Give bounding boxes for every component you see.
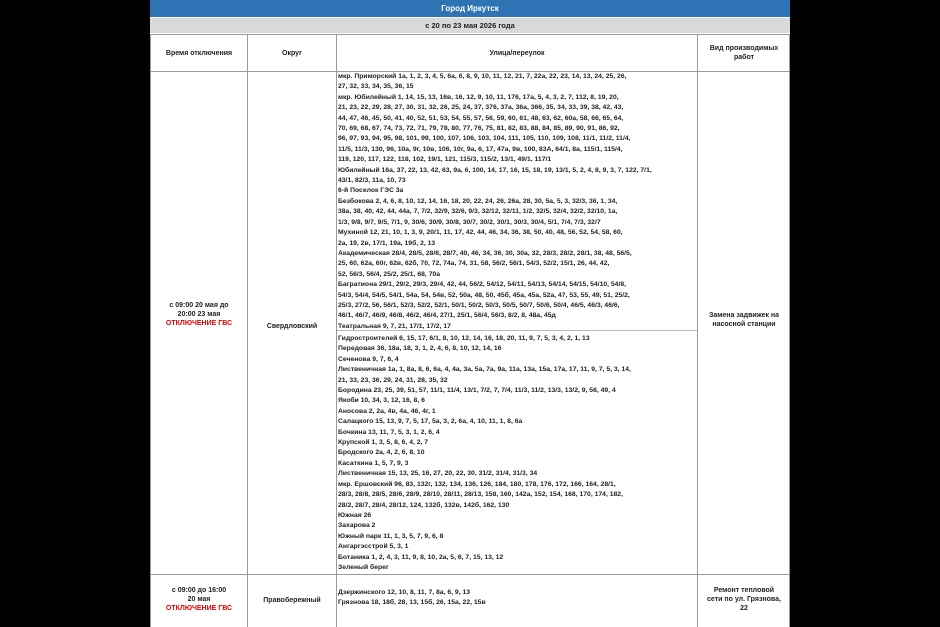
outage-time-cell (151, 296, 247, 332)
table-border-right (789, 34, 790, 627)
street-line: 27, 32, 33, 34, 35, 36, 15 (338, 83, 414, 91)
district-cell: Свердловский (266, 322, 318, 330)
street-line: 96, 97, 93, 94, 95, 98, 101, 99, 100, 107, 106, 103, 104, 111, 105, 110, 109, 108, 11/1, 11/2, 11/4, (338, 135, 631, 143)
street-line: 11/5, 11/3, 130, 96, 10а, 9г, 10в, 106, 10г, 9а, 6, 17, 47а, 9в, 100, 83А, 64/1, 8а, 115/1, 115/4, (338, 145, 623, 153)
street-line: 44, 47, 46, 45, 50, 41, 40, 52, 51, 53, 54, 55, 57, 56, 59, 60, 61, 48, 63, 62, 60а, 58, 66, 65, 64, (338, 114, 624, 122)
announcement-sheet (150, 0, 790, 627)
street-line: Сеченова 9, 7, 6, 4 (338, 355, 399, 363)
street-line: 38а, 38, 40, 42, 44, 44а, 7, 7/2, 32/9, 32/6, 9/3, 32/12, 32/11, 1/2, 32/5, 32/4, 32/2, 32/10, 1а, (338, 208, 618, 216)
header-street: Улица/переулок (489, 49, 545, 57)
outage-time-line2: 20 мая (187, 595, 211, 603)
street-line: Якоби 10, 34, 3, 12, 16, 8, 6 (338, 397, 425, 405)
street-line: Салацкого 15, 13, 9, 7, 5, 17, 5а, 3, 2, 6а, 4, 10, 11, 1, 8, 6а (338, 418, 523, 426)
header-work: Вид производимых работ (709, 45, 779, 61)
street-line: Крупской 1, 3, 5, 8, 6, 4, 2, 7 (338, 439, 429, 447)
street-line: 43/1, 82/3, 11а, 10, 73 (338, 177, 406, 185)
street-line: Бочкина 13, 11, 7, 5, 3, 1, 2, 6, 4 (338, 428, 440, 436)
street-line: Дзержинского 12, 10, 8, 11, 7, 8а, 6, 9, 13 (338, 589, 471, 596)
street-line: Ангаргэсстрой 5, 3, 1 (338, 543, 409, 551)
street-line: мкр. Ершовский 96, 83, 132г, 132, 134, 136, 126, 184, 180, 178, 176, 172, 166, 164, 28/1, (338, 480, 616, 488)
city-title: Город Иркутск (150, 0, 790, 17)
street-line: Бородина 23, 25, 39, 51, 57, 11/1, 11/4, 13/1, 7/2, 7, 7/4, 11/3, 11/2, 13/3, 13/2, 9, 56, 49, 4 (338, 387, 616, 395)
street-line: Грязнова 18, 18б, 28, 13, 15б, 26, 15а, 22, 15в (338, 599, 486, 607)
header-time: Время отключения (165, 49, 233, 57)
street-line: 54/3, 54/4, 54/5, 54/1, 54а, 54, 54в, 52, 50а, 48, 50, 45б, 45а, 45а, 52а, 47, 53, 55, 49, 51, 25/2, (338, 291, 630, 299)
street-line: 21, 33, 23, 36, 29, 24, 31, 28, 35, 32 (338, 376, 448, 384)
street-line: Ботаника 1, 2, 4, 3, 11, 9, 8, 10, 2а, 5, 6, 7, 15, 13, 12 (338, 553, 504, 561)
street-line: 28/3, 28/8, 28/5, 28/6, 28/9, 28/10, 28/11, 28/13, 158, 160, 142а, 152, 154, 168, 170, 174, 182, (338, 491, 623, 499)
street-list (338, 588, 696, 614)
street-line: Театральная 9, 7, 21, 17/1, 17/2, 17 (338, 322, 451, 330)
street-line: 25, 60, 62а, 60г, 62в, 62б, 70, 72, 74а, 74, 31, 58, 56/2, 56/1, 54/3, 52/2, 15/1, 26, 44, 42, (338, 260, 610, 268)
outage-time-line1: с 09:00 до 16:00 (171, 586, 227, 594)
street-line: Южная 26 (338, 511, 372, 519)
street-line: Аносова 2, 2а, 4в, 4а, 46, 4г, 1 (338, 407, 436, 415)
street-line: 6-й Поселок ГЭС 3а (338, 187, 404, 195)
street-line: Зеленый берег (338, 563, 389, 571)
street-line: Академическая 28/4, 28/5, 28/6, 28/7, 40, 46, 34, 36, 30, 30а, 32, 28/3, 28/2, 28/1, 38, 48, 56/5, (338, 249, 632, 257)
street-list (338, 72, 696, 330)
outage-status: ОТКЛЮЧЕНИЕ ГВС (165, 319, 233, 327)
street-line: Бродского 2а, 4, 2, 6, 8, 10 (338, 449, 425, 457)
street-line: Гидростроителей 6, 15, 17, 6/1, 8, 10, 12, 14, 16, 18, 20, 11, 9, 7, 5, 3, 4, 2, 1, 13 (338, 335, 590, 342)
street-line: мкр. Приморский 1а, 1, 2, 3, 4, 5, 6а, 6, 8, 9, 10, 11, 12, 21, 7, 22а, 22, 23, 14, 13, 24, 25, 26, (338, 73, 627, 80)
header-district: Округ (282, 49, 302, 57)
street-line: Багратиона 29/1, 29/2, 29/3, 29/4, 42, 44, 56/2, 54/12, 54/11, 54/13, 54/14, 54/15, 54/10, 54/8, (338, 281, 627, 289)
outage-time-line1: с 09:00 20 мая до (169, 301, 229, 309)
street-line: Касаткина 1, 5, 7, 9, 3 (338, 459, 409, 467)
street-line: Лиственичная 15, 13, 25, 16, 27, 20, 22, 30, 31/2, 31/4, 31/3, 34 (338, 470, 538, 478)
street-line: Передовая 36, 18а, 18, 3, 1, 2, 4, 6, 8, 10, 12, 14, 16 (338, 345, 502, 353)
period-bar: с 20 по 23 мая 2026 года (150, 18, 790, 33)
street-line: 119, 120, 117, 122, 118, 102, 19/1, 121, 115/3, 115/2, 13/1, 49/1, 117/1 (338, 156, 552, 164)
street-line: 1/3, 9/8, 9/7, 9/5, 7/1, 9, 30/6, 30/9, 30/8, 30/7, 30/2, 30/1, 30/3, 30/4, 5/1, 7/4, 7/3, 32/7 (338, 218, 601, 226)
outage-time-line2: 20:00 23 мая (177, 310, 221, 318)
street-list (338, 334, 696, 574)
work-type-cell: Замена задвижек на насосной станции (708, 312, 780, 328)
street-line: 70, 69, 68, 67, 74, 73, 72, 71, 79, 78, 80, 77, 76, 75, 81, 82, 83, 88, 84, 85, 89, 90, 91, 86, 92, (338, 125, 620, 133)
street-line: 2а, 19, 2в, 17/1, 19а, 19б, 2, 13 (338, 239, 436, 247)
street-line: 46/1, 46/7, 46/9, 46/8, 46/2, 46/4, 27/1, 25/1, 56/4, 56/3, 8/2, 8, 48а, 45д (338, 312, 556, 320)
street-line: 25/3, 27/2, 56, 56/1, 52/3, 52/2, 52/1, 50/1, 50/2, 50/3, 50/5, 50/7, 50/6, 50/4, 46/5, 46/3, 46/6, (338, 301, 620, 309)
district-cell: Правобережный (263, 596, 321, 604)
street-line: Мухиной 12, 21, 10, 1, 3, 9, 20/1, 11, 17, 42, 44, 46, 34, 36, 38, 50, 40, 48, 56, 52, 54, 58, 60, (338, 229, 623, 237)
street-line: Захарова 2 (338, 522, 376, 530)
street-line: Юбилейный 16а, 37, 22, 13, 42, 63, 9а, 6, 100, 14, 17, 16, 15, 18, 19, 13/1, 5, 2, 4, 8, 9, 3, 7, 122, 7/1, (338, 166, 652, 174)
column-divider (697, 34, 698, 627)
work-type-cell: Ремонт тепловой сети по ул. Грязнова, 22 (707, 586, 781, 612)
street-line: 28/2, 28/7, 28/4, 28/12, 124, 132б, 132в, 142б, 162, 130 (338, 501, 510, 509)
street-line: 52, 56/3, 56/4, 25/2, 25/1, 68, 70а (338, 270, 441, 278)
outage-status: ОТКЛЮЧЕНИЕ ГВС (165, 604, 233, 612)
street-line: мкр. Юбилейный 1, 14, 15, 13, 16в, 16, 12, 9, 10, 11, 176, 17а, 5, 4, 3, 2, 7, 112, 8, 19, 20, (338, 93, 619, 101)
row-divider (150, 574, 790, 575)
outage-time-cell (151, 582, 247, 616)
street-line: 21, 23, 22, 29, 28, 27, 30, 31, 32, 26, 25, 24, 37, 376, 37а, 36а, 366, 35, 34, 33, 39, 38, 42, 43, (338, 104, 624, 112)
street-line: Лиственичная 1а, 1, 8а, 8, 6, 6а, 4, 4а, 3а, 5а, 7а, 9а, 11а, 13а, 15а, 17а, 17, 11, 9, 7, 5, 3, 14, (338, 366, 631, 374)
street-line: Южный парк 11, 1, 3, 5, 7, 9, 6, 8 (338, 532, 444, 540)
street-line: Безбокова 2, 4, 6, 8, 10, 12, 14, 16, 18, 20, 22, 24, 26, 26а, 28, 30, 5а, 5, 3, 32/3, 36, 1, 34, (338, 197, 618, 205)
